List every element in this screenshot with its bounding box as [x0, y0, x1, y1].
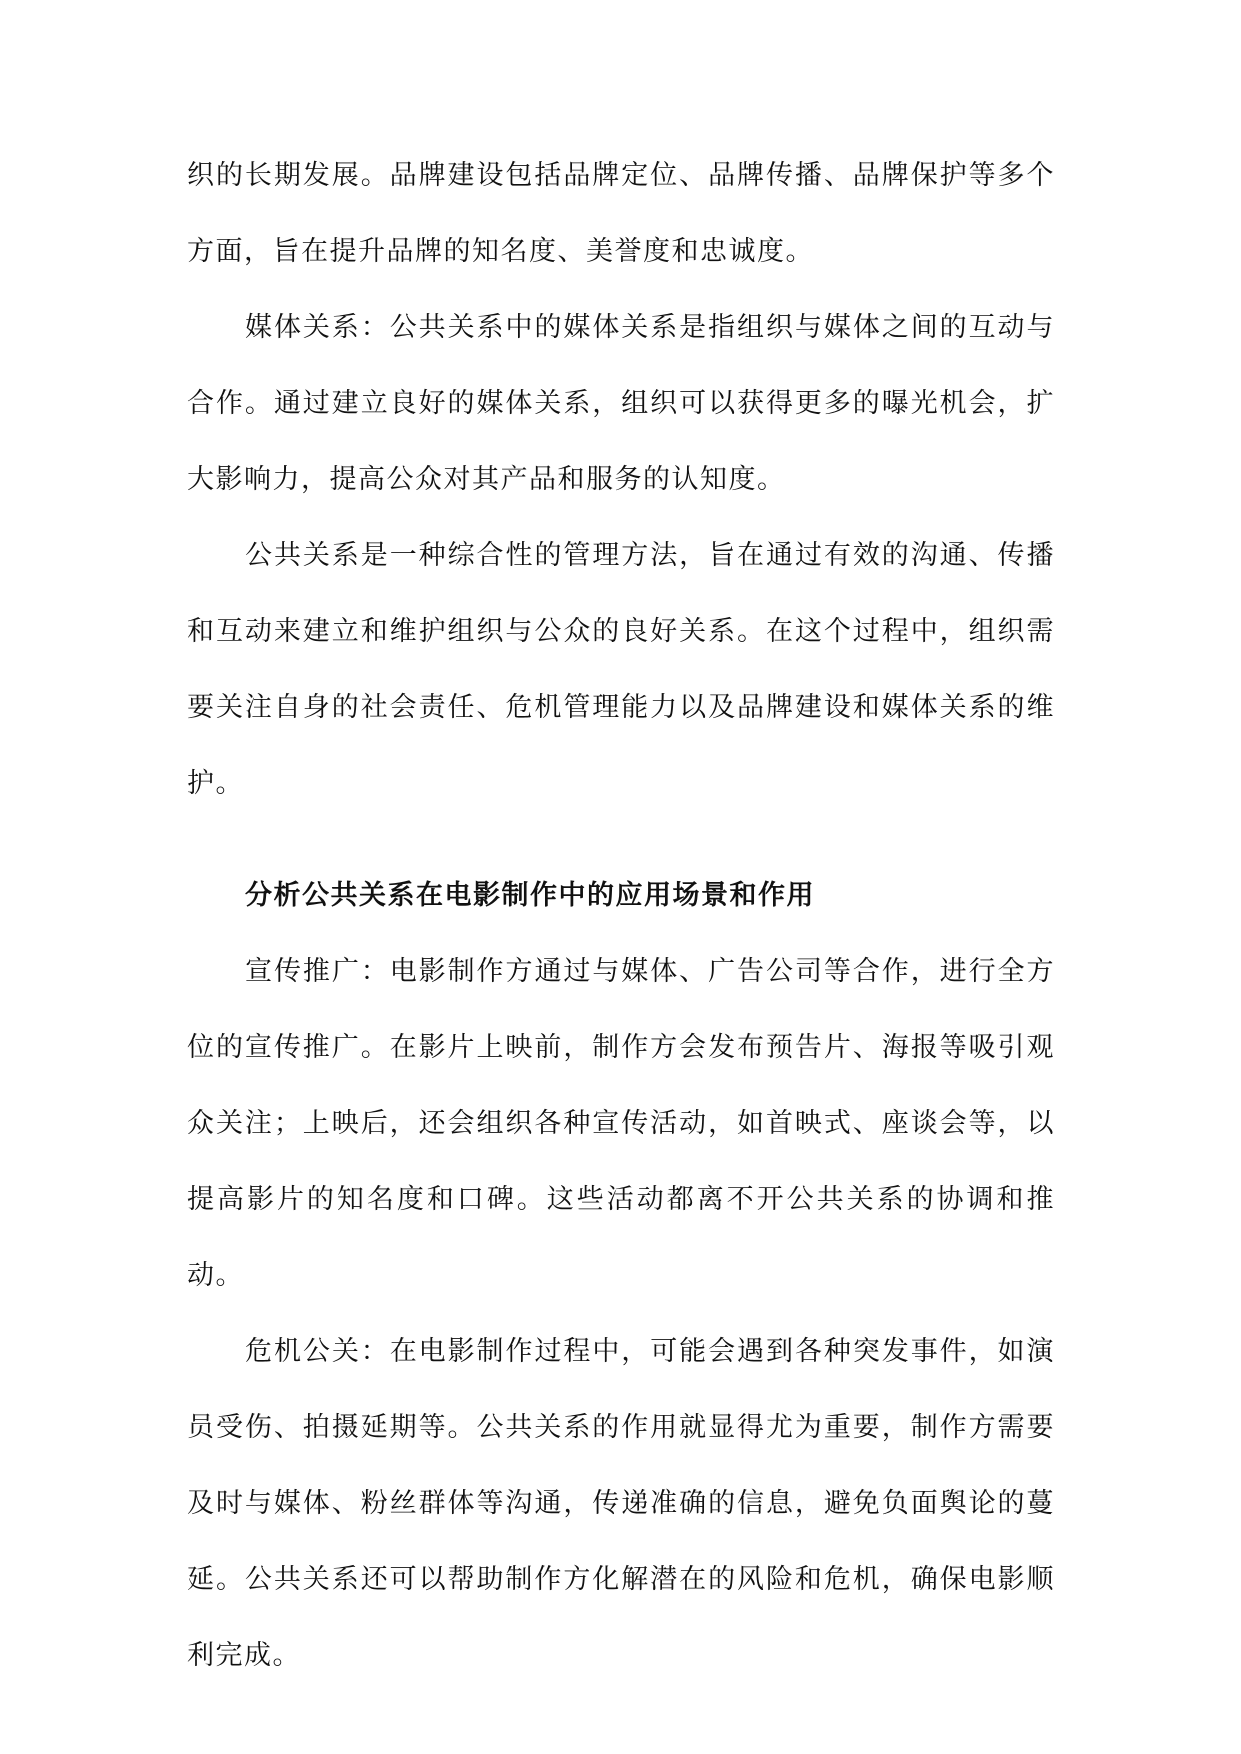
paragraph-crisis-pr: 危机公关：在电影制作过程中，可能会遇到各种突发事件，如演员受伤、拍摄延期等。公共关系的作用就显得尤为重要，制作方需要及时与媒体、粉丝群体等沟通，传递准确的信息，避免负面舆论的蔓延。公共关系还可以帮助制作方化解潜在的风险和危机，确保电影顺利完成。 [187, 1336, 1055, 1671]
document-body [187, 138, 1055, 1694]
paragraph-summary: 公共关系是一种综合性的管理方法，旨在通过有效的沟通、传播和互动来建立和维护组织与公众的良好关系。在这个过程中，组织需要关注自身的社会责任、危机管理能力以及品牌建设和媒体关系的维护。 [187, 540, 1055, 799]
paragraph-promotion: 宣传推广：电影制作方通过与媒体、广告公司等合作，进行全方位的宣传推广。在影片上映前，制作方会发布预告片、海报等吸引观众关注；上映后，还会组织各种宣传活动，如首映式、座谈会等，以提高影片的知名度和口碑。这些活动都离不开公共关系的协调和推动。 [187, 956, 1055, 1291]
paragraph-media-relations: 媒体关系：公共关系中的媒体关系是指组织与媒体之间的互动与合作。通过建立良好的媒体关系，组织可以获得更多的曝光机会，扩大影响力，提高公众对其产品和服务的认知度。 [187, 312, 1055, 495]
paragraph-continued: 织的长期发展。品牌建设包括品牌定位、品牌传播、品牌保护等多个方面，旨在提升品牌的知名度、美誉度和忠诚度。 [187, 160, 1055, 267]
section-heading: 分析公共关系在电影制作中的应用场景和作用 [245, 880, 815, 911]
